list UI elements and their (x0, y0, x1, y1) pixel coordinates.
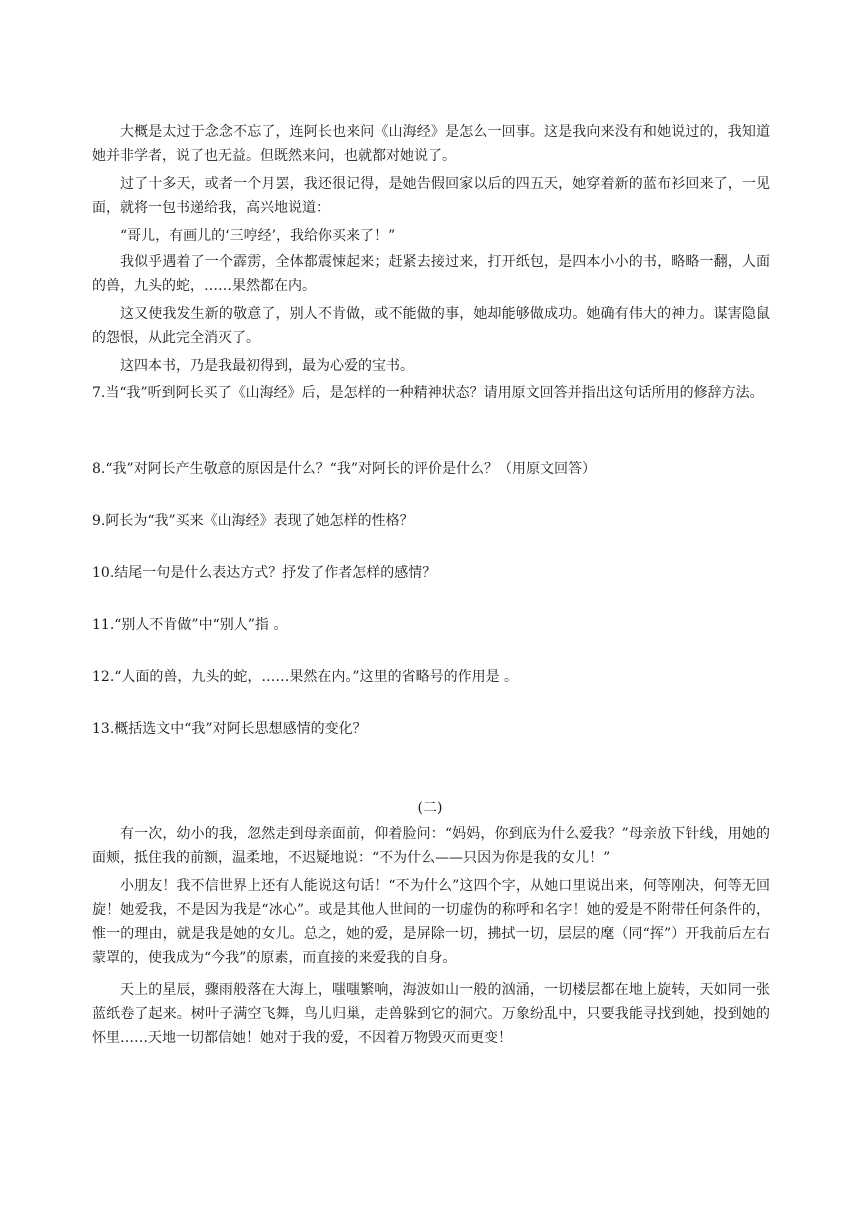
question-7: 7.当“我”听到阿长买了《山海经》后，是怎样的一种精神状态？请用原文回答并指出这句话所用的修辞方法。 (92, 385, 764, 401)
question-12: 12.“人面的兽，九头的蛇，……果然在内。”这里的省略号的作用是 。 (92, 669, 519, 685)
passage1-paragraph-1: 大概是太过于念念不忘了，连阿长也来问《山海经》是怎么一回事。这是我向来没有和她说过的，我知道她并非学者，说了也无益。但既然来问，也就都对她说了。 (92, 124, 770, 164)
section-heading: (二) (417, 800, 443, 816)
passage1-paragraph-2: 过了十多天，或者一个月罢，我还很记得，是她告假回家以后的四五天，她穿着新的蓝布衫回来了，一见面，就将一包书递给我，高兴地说道： (92, 176, 770, 216)
passage1-paragraph-4: 我似乎遇着了一个霹雳，全体都震悚起来；赶紧去接过来，打开纸包，是四本小小的书，略略一翻，人面的兽，九头的蛇，……果然都在内。 (92, 254, 770, 294)
passage2-paragraph-3: 天上的星辰，骤雨般落在大海上，嗤嗤繁响，海波如山一般的汹涌，一切楼层都在地上旋转，天如同一张蓝纸卷了起来。树叶子满空飞舞，鸟儿归巢，走兽躲到它的洞穴。万象纷乱中，只要我能寻找到她，投到她的怀里……天地一切都信她！她对于我的爱，不因着万物毁灭而更变！ (92, 982, 770, 1046)
passage2-paragraph-2: 小朋友！我不信世界上还有人能说这句话！“不为什么”这四个字，从她口里说出来，何等刚决，何等无回旋！她爱我，不是因为我是“冰心”。或是其他人世间的一切虚伪的称呼和名字！她的爱是不附带任何条件的，惟一的理由，就是我是她的女儿。总之，她的爱，是屏除一切，拂拭一切，层层的麾（同“挥”）开我前后左右蒙罩的，使我成为“今我”的原素，而直接的来爱我的自身。 (92, 878, 770, 966)
passage1-paragraph-3: “哥儿，有画儿的‘三哼经’，我给你买来了！” (120, 228, 396, 244)
question-13: 13.概括选文中“我”对阿长思想感情的变化？ (92, 721, 367, 737)
passage1-paragraph-5: 这又使我发生新的敬意了，别人不肯做，或不能做的事，她却能够做成功。她确有伟大的神力。谋害隐鼠的怨恨，从此完全消灭了。 (92, 306, 770, 346)
question-10: 10.结尾一句是什么表达方式？抒发了作者怎样的感情？ (92, 565, 437, 581)
question-9: 9.阿长为“我”买来《山海经》表现了她怎样的性格？ (92, 513, 414, 529)
question-11: 11.“别人不肯做”中“别人”指 。 (92, 617, 288, 633)
passage2-paragraph-1: 有一次，幼小的我，忽然走到母亲面前，仰着脸问：“妈妈，你到底为什么爱我？”母亲放下针线，用她的面颊，抵住我的前额，温柔地，不迟疑地说：“不为什么——只因为你是我的女儿！” (92, 826, 770, 866)
passage1-paragraph-6: 这四本书，乃是我最初得到，最为心爱的宝书。 (120, 358, 414, 374)
question-8: 8.“我”对阿长产生敬意的原因是什么？“我”对阿长的评价是什么？（用原文回答） (92, 461, 596, 477)
